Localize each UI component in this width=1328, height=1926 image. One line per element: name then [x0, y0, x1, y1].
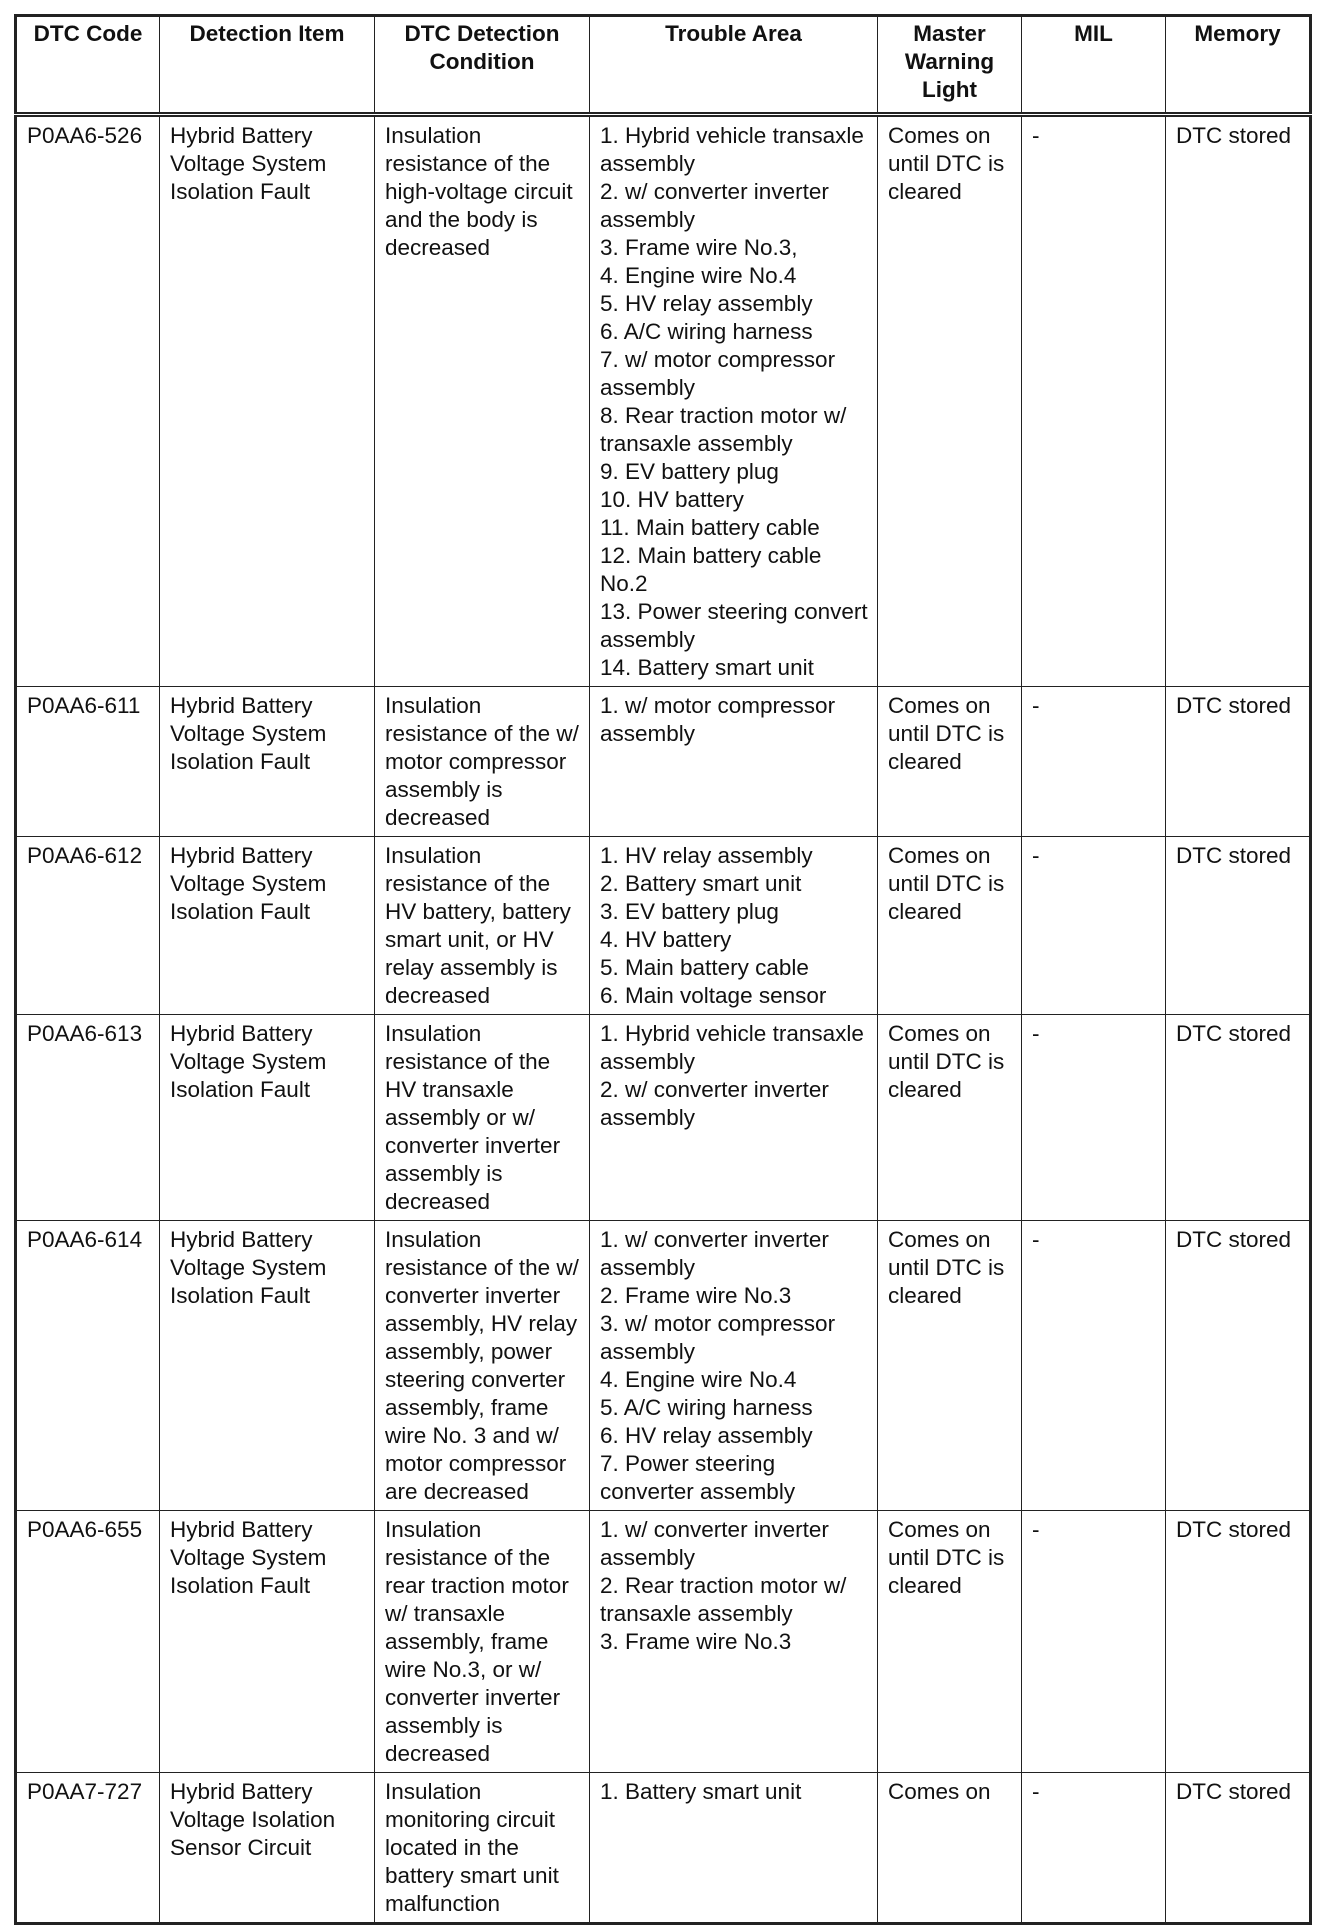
trouble-area-item: 3. Frame wire No.3 — [600, 1629, 792, 1654]
trouble-area-item: 2. Battery smart unit — [600, 871, 802, 896]
memory-cell: DTC stored — [1166, 1221, 1311, 1511]
trouble-area-item: 8. Rear traction motor w/ transaxle assembly — [600, 403, 847, 456]
mil-cell: - — [1022, 1221, 1166, 1511]
detection-condition-cell: Insulation resistance of the high-voltage circuit and the body is decreased — [375, 115, 590, 687]
trouble-area-item: 3. w/ motor compressor assembly — [600, 1311, 836, 1364]
trouble-area-item: 9. EV battery plug — [600, 459, 779, 484]
master-warning-light-cell: Comes on until DTC is cleared — [878, 687, 1022, 837]
detection-item-cell: Hybrid Battery Voltage System Isolation Fault — [160, 1015, 375, 1221]
trouble-area-item: 2. Rear traction motor w/ transaxle assembly — [600, 1573, 847, 1626]
header-memory — [1166, 16, 1311, 115]
trouble-area-item: 11. Main battery cable — [600, 515, 820, 540]
dtc-code-cell: P0AA6-613 — [16, 1015, 160, 1221]
master-warning-light-cell: Comes on until DTC is cleared — [878, 837, 1022, 1015]
header-text-line: Warning — [904, 49, 995, 74]
trouble-area-item: 3. Frame wire No.3, — [600, 235, 798, 260]
trouble-area-cell — [590, 837, 878, 1015]
trouble-area-cell — [590, 1511, 878, 1773]
trouble-area-cell — [590, 1773, 878, 1924]
header-master-warning-light — [878, 16, 1022, 115]
trouble-area-item: 2. w/ converter inverter assembly — [600, 179, 829, 232]
mil-cell: - — [1022, 1511, 1166, 1773]
trouble-area-item: 10. HV battery — [600, 487, 744, 512]
dtc-table — [14, 14, 1312, 1925]
trouble-area-item: 5. HV relay assembly — [600, 291, 813, 316]
table-row — [16, 115, 1311, 687]
detection-condition-cell: Insulation resistance of the HV transaxle assembly or w/ converter inverter assembly is decreased — [375, 1015, 590, 1221]
detection-condition-cell: Insulation resistance of the w/ converter inverter assembly, HV relay assembly, power steering converter assembly, frame wire No. 3 and w/ motor compressor are decreased — [375, 1221, 590, 1511]
mil-cell: - — [1022, 837, 1166, 1015]
trouble-area-item: 14. Battery smart unit — [600, 655, 814, 680]
trouble-area-item: 5. A/C wiring harness — [600, 1395, 813, 1420]
table-header-row — [16, 16, 1311, 115]
memory-cell: DTC stored — [1166, 1511, 1311, 1773]
memory-cell: DTC stored — [1166, 115, 1311, 687]
detection-item-cell: Hybrid Battery Voltage System Isolation Fault — [160, 1221, 375, 1511]
memory-cell: DTC stored — [1166, 837, 1311, 1015]
trouble-area-item: 4. HV battery — [600, 927, 732, 952]
header-detection-item — [160, 16, 375, 115]
header-text-line: DTC Detection — [404, 21, 560, 46]
header-text-line: Master — [913, 21, 986, 46]
table-row — [16, 837, 1311, 1015]
memory-cell: DTC stored — [1166, 1015, 1311, 1221]
trouble-area-item: 1. HV relay assembly — [600, 843, 813, 868]
trouble-area-item: 13. Power steering convert assembly — [600, 599, 868, 652]
master-warning-light-cell: Comes on until DTC is cleared — [878, 115, 1022, 687]
mil-cell: - — [1022, 687, 1166, 837]
trouble-area-item: 7. w/ motor compressor assembly — [600, 347, 836, 400]
trouble-area-item: 5. Main battery cable — [600, 955, 809, 980]
dtc-code-cell: P0AA6-655 — [16, 1511, 160, 1773]
trouble-area-item: 1. Battery smart unit — [600, 1779, 802, 1804]
trouble-area-item: 2. Frame wire No.3 — [600, 1283, 792, 1308]
trouble-area-item: 4. Engine wire No.4 — [600, 1367, 797, 1392]
master-warning-light-cell: Comes on until DTC is cleared — [878, 1511, 1022, 1773]
table-row — [16, 1221, 1311, 1511]
header-text-line: DTC Code — [33, 21, 143, 46]
trouble-area-item: 4. Engine wire No.4 — [600, 263, 797, 288]
master-warning-light-cell: Comes on until DTC is cleared — [878, 1015, 1022, 1221]
header-mil — [1022, 16, 1166, 115]
dtc-code-cell: P0AA6-526 — [16, 115, 160, 687]
trouble-area-item: 1. w/ converter inverter assembly — [600, 1227, 829, 1280]
trouble-area-item: 3. EV battery plug — [600, 899, 779, 924]
header-text-line: Memory — [1194, 21, 1281, 46]
table-row — [16, 687, 1311, 837]
mil-cell: - — [1022, 1015, 1166, 1221]
mil-cell: - — [1022, 1773, 1166, 1924]
dtc-code-cell: P0AA6-611 — [16, 687, 160, 837]
detection-item-cell: Hybrid Battery Voltage System Isolation Fault — [160, 837, 375, 1015]
detection-condition-cell: Insulation resistance of the HV battery, battery smart unit, or HV relay assembly is decreased — [375, 837, 590, 1015]
detection-item-cell: Hybrid Battery Voltage System Isolation Fault — [160, 115, 375, 687]
mil-cell: - — [1022, 115, 1166, 687]
header-trouble-area — [590, 16, 878, 115]
header-text-line: Trouble Area — [665, 21, 802, 46]
dtc-code-cell: P0AA7-727 — [16, 1773, 160, 1924]
trouble-area-item: 1. w/ motor compressor assembly — [600, 693, 836, 746]
header-text-line: Condition — [429, 49, 535, 74]
detection-condition-cell: Insulation resistance of the w/ motor compressor assembly is decreased — [375, 687, 590, 837]
trouble-area-cell — [590, 115, 878, 687]
trouble-area-item: 7. Power steering converter assembly — [600, 1451, 796, 1504]
trouble-area-item: 6. A/C wiring harness — [600, 319, 813, 344]
trouble-area-item: 1. Hybrid vehicle transaxle assembly — [600, 123, 864, 176]
detection-item-cell: Hybrid Battery Voltage Isolation Sensor Circuit — [160, 1773, 375, 1924]
dtc-code-cell: P0AA6-612 — [16, 837, 160, 1015]
trouble-area-item: 6. HV relay assembly — [600, 1423, 813, 1448]
table-body — [16, 115, 1311, 1924]
detection-item-cell: Hybrid Battery Voltage System Isolation Fault — [160, 1511, 375, 1773]
header-dtc-code — [16, 16, 160, 115]
detection-condition-cell: Insulation monitoring circuit located in the battery smart unit malfunction — [375, 1773, 590, 1924]
master-warning-light-cell: Comes on until DTC is cleared — [878, 1221, 1022, 1511]
detection-item-cell: Hybrid Battery Voltage System Isolation Fault — [160, 687, 375, 837]
memory-cell: DTC stored — [1166, 687, 1311, 837]
trouble-area-item: 6. Main voltage sensor — [600, 983, 827, 1008]
trouble-area-cell — [590, 687, 878, 837]
table-row — [16, 1511, 1311, 1773]
trouble-area-cell — [590, 1221, 878, 1511]
detection-condition-cell: Insulation resistance of the rear traction motor w/ transaxle assembly, frame wire No.3, or w/ converter inverter assembly is decreased — [375, 1511, 590, 1773]
dtc-code-cell: P0AA6-614 — [16, 1221, 160, 1511]
header-text-line: MIL — [1074, 21, 1113, 46]
header-text-line: Light — [922, 77, 977, 102]
memory-cell: DTC stored — [1166, 1773, 1311, 1924]
header-text-line: Detection Item — [189, 21, 345, 46]
trouble-area-cell — [590, 1015, 878, 1221]
master-warning-light-cell: Comes on — [878, 1773, 1022, 1924]
trouble-area-item: 2. w/ converter inverter assembly — [600, 1077, 829, 1130]
trouble-area-item: 1. w/ converter inverter assembly — [600, 1517, 829, 1570]
table-row — [16, 1773, 1311, 1924]
header-detection-condition — [375, 16, 590, 115]
trouble-area-item: 1. Hybrid vehicle transaxle assembly — [600, 1021, 864, 1074]
table-row — [16, 1015, 1311, 1221]
trouble-area-item: 12. Main battery cable No.2 — [600, 543, 822, 596]
